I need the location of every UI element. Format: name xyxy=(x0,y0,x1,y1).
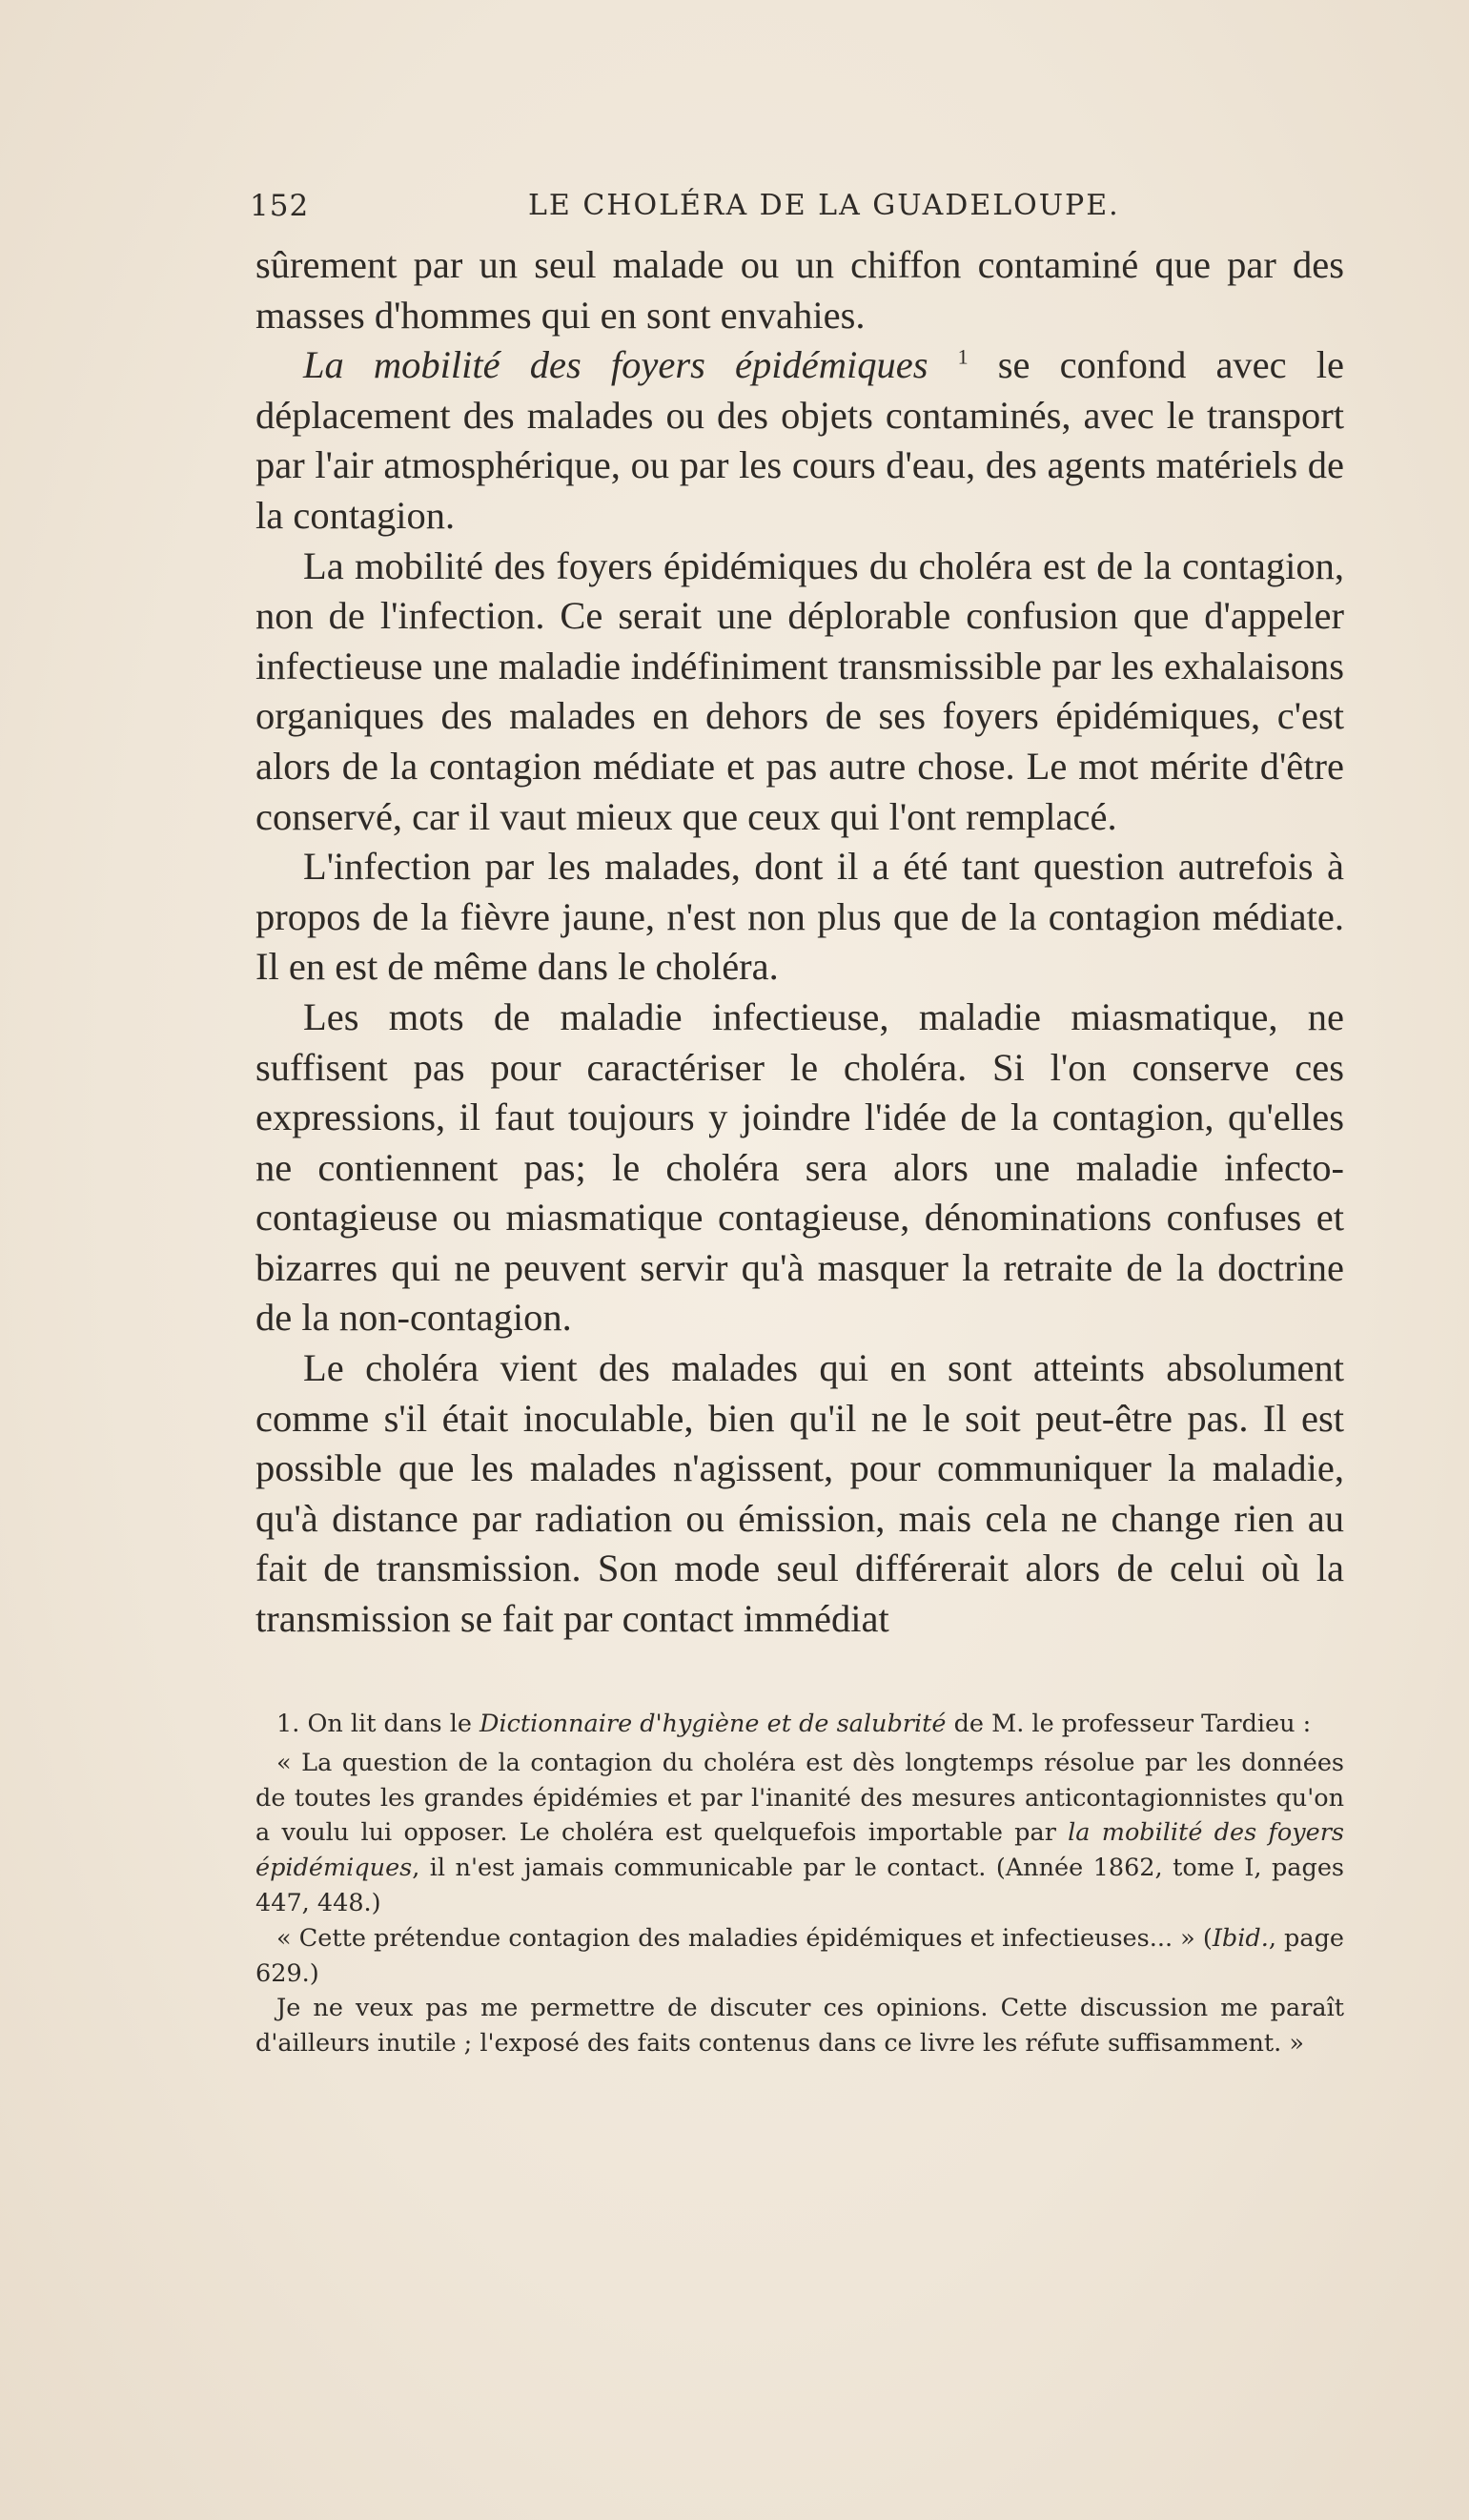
main-text xyxy=(255,240,1344,1645)
footnote-quote xyxy=(255,1921,1344,1992)
footnote-closing: Je ne veux pas me permettre de discuter ces opinions. Cette discussion me paraît d'ailleurs inutile ; l'exposé des faits contenus dans ce livre les réfute suffisamment. » xyxy=(255,1994,1344,2059)
page-number: 152 xyxy=(250,189,310,223)
running-title: LE CHOLÉRA DE LA GUADELOUPE. xyxy=(528,189,1120,222)
paragraph: Les mots de maladie infectieuse, maladie miasmatique, ne suffisent pas pour caractériser le choléra. Si l'on conserve ces expressions, il faut toujours y joindre l'idée de la contagion, qu'elles ne contiennent pas; le choléra sera alors une maladie infecto-contagieuse ou miasmatique contagieuse, dénominations confuses et bizarres qui ne peuvent servir qu'à masquer la retraite de la doctrine de la non-contagion. xyxy=(255,994,1344,1340)
paragraph: Le choléra vient des malades qui en sont atteints absolument comme s'il était inoculable, bien qu'il ne le soit peut-être pas. Il est possible que les malades n'agissent, pour communiquer la maladie, qu'à distance par radiation ou émission, mais cela ne change rien au fait de transmission. Son mode seul différerait alors de celui où la transmission se fait par contact immédiat xyxy=(255,1346,1344,1641)
footnote-quote xyxy=(255,1746,1344,1921)
footnote-text: de M. le professeur Tardieu : xyxy=(946,1710,1312,1738)
paragraph: L'infection par les malades, dont il a été tant question autrefois à propos de la fièvre jaune, n'est non plus que de la contagion médiate. Il en est de même dans le choléra. xyxy=(255,845,1344,989)
footnote-reference: 1 xyxy=(957,344,969,369)
footnote-number: 1. xyxy=(276,1710,300,1738)
paragraph-text: se confond avec le déplacement des malades ou des objets contaminés, avec le transport par l'air atmosphérique, ou par les cours d'eau, des agents matériels de la contagion. xyxy=(255,343,1344,537)
quote-text: , il n'est jamais communicable par le contact. (Année 1862, tome I, pages 447, 448.) xyxy=(255,1854,1344,1917)
running-header xyxy=(250,189,1346,227)
paragraph xyxy=(255,340,1344,541)
footnote-block xyxy=(255,1707,1344,2065)
quote-text: , page 629.) xyxy=(255,1923,1344,1988)
quote-text: « Cette prétendue contagion des maladies épidémiques et infectieuses... » ( xyxy=(276,1923,1213,1953)
italic-phrase: La mobilité des foyers épidémiques xyxy=(303,343,928,387)
cited-title: Dictionnaire d'hygiène et de salubrité xyxy=(479,1710,947,1738)
footnote-intro xyxy=(255,1707,1344,1742)
paragraph: La mobilité des foyers épidémiques du choléra est de la contagion, non de l'infection. Ce serait une déplorable confusion que d'appeler infectieuse une maladie indéfiniment transmissible par les exhalaisons organiques des malades en dehors de ses foyers épidémiques, c'est alors de la contagion médiate et pas autre chose. Le mot mérite d'être conservé, car il vaut mieux que ceux qui l'ont remplacé. xyxy=(255,543,1344,838)
quote-text: « La question de la contagion du choléra est dès longtemps résolue par les données de toutes les grandes épidémies et par l'inanité des mesures anticontagionnistes qu'on a voulu lui opposer. Le choléra est quelquefois importable par xyxy=(255,1748,1344,1848)
quote-italic: la mobilité des foyers épidémiques xyxy=(255,1818,1344,1883)
footnote-text: On lit dans le xyxy=(299,1710,480,1738)
paragraph: sûrement par un seul malade ou un chiffon contaminé que par des masses d'hommes qui en sont envahies. xyxy=(255,243,1344,337)
quote-italic: Ibid. xyxy=(1212,1923,1269,1953)
